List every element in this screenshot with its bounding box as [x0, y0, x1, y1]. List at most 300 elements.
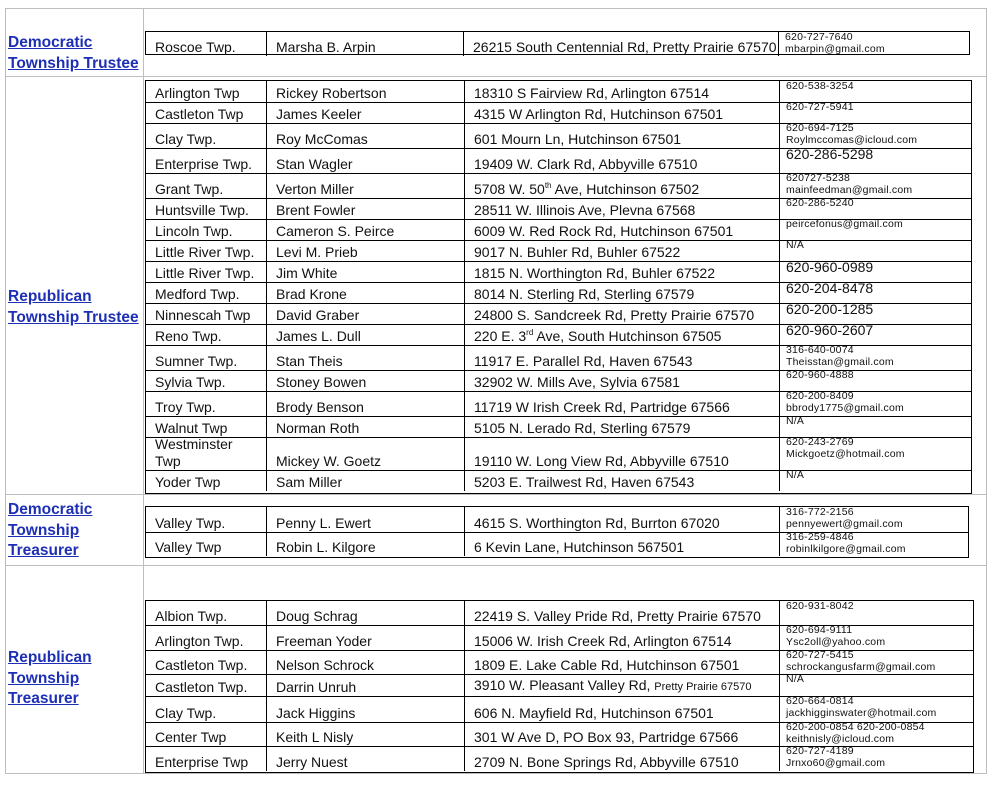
township-text: Valley Twp.	[155, 515, 226, 531]
contact-cell	[779, 437, 971, 470]
address-cell	[464, 470, 779, 491]
address-text: 18310 S Fairview Rd, Arlington 67514	[474, 85, 710, 101]
township-cell	[146, 746, 266, 771]
section-divider	[5, 565, 987, 566]
contact-line: 620-727-5415	[786, 649, 854, 661]
contact-info	[786, 601, 854, 613]
township-text: Castleton Twp	[155, 106, 244, 122]
contact-info	[786, 81, 854, 93]
candidate-name: Verton Miller	[276, 181, 354, 197]
contact-line: 620-960-0989	[786, 259, 874, 275]
township-text: Enterprise Twp.	[155, 156, 253, 172]
name-cell	[266, 437, 464, 470]
contact-cell	[779, 601, 973, 625]
township-cell	[146, 722, 266, 746]
table-row	[146, 507, 968, 533]
contact-line: 316-640-0074	[786, 344, 854, 356]
contact-email: Roylmccomas@icloud.com	[786, 133, 918, 146]
section-divider	[5, 76, 987, 77]
address-part: Ave, Hutchinson 67502	[551, 181, 700, 197]
contact-cell	[779, 148, 971, 173]
address-cell	[464, 102, 779, 123]
address-cell	[464, 198, 779, 219]
contact-line: 316-259-4846	[786, 531, 854, 543]
table-row	[146, 437, 971, 471]
contact-info	[786, 198, 854, 210]
address-text: 32902 W. Mills Ave, Sylvia 67581	[474, 374, 680, 390]
township-cell	[146, 507, 266, 532]
address-cell	[464, 650, 779, 674]
address-cell	[464, 507, 779, 532]
candidate-name: Stan Wagler	[276, 156, 353, 172]
address-text: 22419 S. Valley Pride Rd, Pretty Prairie 67570	[474, 608, 761, 624]
township-cell	[146, 650, 266, 674]
township-cell	[146, 391, 266, 416]
contact-cell	[778, 32, 969, 56]
name-cell	[266, 370, 464, 391]
contact-email: mbarpin@gmail.com	[785, 42, 885, 55]
address-cell	[464, 532, 779, 556]
address-cell	[464, 437, 779, 470]
contact-line: N/A	[786, 415, 805, 427]
candidate-name: Robin L. Kilgore	[276, 539, 376, 555]
name-cell	[266, 696, 464, 722]
township-text: Castleton Twp.	[155, 657, 248, 673]
address-cell	[464, 391, 779, 416]
table-row	[146, 391, 971, 417]
name-cell	[266, 148, 464, 173]
address-cell	[464, 674, 779, 696]
contact-cell	[779, 722, 973, 746]
section-label-democratic-trustee[interactable]: Democratic Township Trustee	[8, 34, 139, 72]
contact-line: 620-243-2769	[786, 436, 854, 448]
candidate-name: James L. Dull	[276, 328, 361, 344]
township-text: Clay Twp.	[155, 131, 217, 147]
address-text: 5105 N. Lerado Rd, Sterling 67579	[474, 420, 691, 436]
contact-line: peircefonus@gmail.com	[786, 218, 903, 230]
candidate-name: Penny L. Ewert	[276, 515, 371, 531]
candidate-name: Cameron S. Peirce	[276, 223, 395, 239]
section-divider	[5, 494, 987, 495]
township-text: Arlington Twp.	[155, 633, 244, 649]
contact-info	[786, 123, 917, 146]
contact-email: Mickgoetz@hotmail.com	[786, 447, 905, 460]
address-text: 601 Mourn Ln, Hutchinson 67501	[474, 131, 682, 147]
township-text: Grant Twp.	[155, 181, 224, 197]
candidate-name: Darrin Unruh	[276, 679, 357, 695]
section-label-republican-trustee[interactable]: Republican Township Trustee	[8, 288, 139, 326]
table-row	[146, 722, 973, 747]
table-row	[146, 173, 971, 199]
contact-info	[786, 173, 912, 196]
name-cell	[266, 722, 464, 746]
address-text	[474, 329, 721, 344]
address-text: 28511 W. Illinois Ave, Plevna 67568	[474, 202, 696, 218]
address-cell	[464, 696, 779, 722]
table-row	[146, 470, 971, 491]
township-cell	[146, 674, 266, 696]
table-row	[146, 370, 971, 392]
table-row	[146, 345, 971, 371]
township-cell	[146, 345, 266, 370]
township-cell	[146, 625, 266, 650]
name-cell	[266, 601, 464, 625]
contact-line: 620-204-8478	[786, 280, 874, 296]
township-text: Albion Twp.	[155, 608, 228, 624]
table-row	[146, 625, 973, 651]
name-cell	[266, 102, 464, 123]
contact-line: N/A	[786, 673, 805, 685]
contact-line: 620-727-4189	[786, 745, 854, 757]
address-text: 2709 N. Bone Springs Rd, Abbyville 67510	[474, 754, 739, 770]
township-text: Valley Twp	[155, 539, 222, 555]
township-text: Arlington Twp	[155, 85, 240, 101]
ordinal-suffix: th	[544, 181, 552, 191]
table-democratic-treasurer	[145, 506, 969, 558]
contact-cell	[779, 173, 971, 198]
address-text: 11719 W Irish Creek Rd, Partridge 67566	[474, 399, 730, 415]
candidate-name: Keith L Nisly	[276, 729, 354, 745]
contact-line: 620-538-3254	[786, 80, 854, 92]
contact-info	[786, 625, 885, 648]
contact-line: 620727-5238	[786, 172, 851, 184]
township-cell	[146, 123, 266, 148]
contact-cell	[779, 345, 971, 370]
address-cell	[464, 173, 779, 198]
table-republican-trustee	[145, 80, 972, 494]
contact-info	[786, 102, 854, 114]
township-text: Westminster	[155, 436, 233, 452]
contact-cell	[779, 102, 971, 123]
township-cell	[146, 198, 266, 219]
table-row	[146, 674, 973, 697]
contact-info	[786, 147, 873, 162]
name-cell	[266, 416, 464, 437]
township-cell	[146, 370, 266, 391]
contact-line: 316-772-2156	[786, 506, 854, 518]
address-text: 8014 N. Sterling Rd, Sterling 67579	[474, 286, 695, 302]
contact-email: Ysc2oll@yahoo.com	[786, 635, 886, 648]
contact-email: schrockangusfarm@gmail.com	[786, 660, 936, 673]
contact-cell	[779, 625, 973, 650]
township-cell	[146, 470, 266, 491]
contact-info	[786, 323, 873, 338]
contact-line: 620-200-8409	[786, 390, 854, 402]
contact-info	[786, 281, 873, 296]
township-text: Walnut Twp	[155, 420, 228, 436]
township-text: Little River Twp.	[155, 244, 255, 260]
contact-info	[786, 696, 936, 719]
township-text: Center Twp	[155, 729, 227, 745]
candidate-name: Jack Higgins	[276, 705, 356, 721]
name-cell	[266, 32, 463, 56]
address-cell	[464, 303, 779, 324]
ordinal-suffix: rd	[526, 328, 534, 338]
contact-info	[786, 345, 894, 368]
name-cell	[266, 345, 464, 370]
contact-email: pennyewert@gmail.com	[786, 517, 903, 530]
table-republican-treasurer	[145, 600, 974, 773]
address-text: 1815 N. Worthington Rd, Buhler 67522	[474, 265, 716, 281]
township-cell	[146, 416, 266, 437]
contact-info	[786, 416, 804, 428]
township-text: Reno Twp.	[155, 328, 222, 344]
address-text: 11917 E. Parallel Rd, Haven 67543	[474, 353, 693, 369]
table-row	[146, 324, 971, 346]
township-text: Enterprise Twp	[155, 754, 249, 770]
address-text: 19110 W. Long View Rd, Abbyville 67510	[474, 453, 729, 469]
address-text: 5203 E. Trailwest Rd, Haven 67543	[474, 474, 695, 490]
table-row	[146, 532, 968, 556]
township-cell	[146, 173, 266, 198]
contact-email: Theisstan@gmail.com	[786, 355, 894, 368]
address-text: 24800 S. Sandcreek Rd, Pretty Prairie 67570	[474, 307, 755, 323]
address-text	[474, 678, 752, 695]
address-text: 301 W Ave D, PO Box 93, Partridge 67566	[474, 729, 739, 745]
name-cell	[266, 219, 464, 240]
address-part: 5708 W. 50	[474, 181, 545, 197]
contact-cell	[779, 303, 971, 324]
name-cell	[266, 746, 464, 771]
name-cell	[266, 625, 464, 650]
address-text: 6009 W. Red Rock Rd, Hutchinson 67501	[474, 223, 734, 239]
contact-info	[786, 370, 854, 382]
contact-info	[786, 722, 925, 745]
name-cell	[266, 391, 464, 416]
candidate-name: James Keeler	[276, 106, 362, 122]
candidate-name: Brody Benson	[276, 399, 364, 415]
township-cell	[146, 601, 266, 625]
candidate-name: Stan Theis	[276, 353, 343, 369]
contact-info	[786, 746, 885, 769]
contact-info	[786, 470, 804, 482]
contact-info	[786, 391, 904, 414]
table-row	[146, 81, 971, 103]
contact-email: Jrnxo60@gmail.com	[786, 756, 886, 769]
name-cell	[266, 470, 464, 491]
contact-cell	[779, 123, 971, 148]
address-text: 26215 South Centennial Rd, Pretty Prairie 67570	[473, 39, 777, 55]
contact-info	[786, 507, 903, 530]
contact-email: robinlkilgore@gmail.com	[786, 542, 906, 555]
contact-info	[786, 650, 936, 673]
candidate-name: Jerry Nuest	[276, 754, 348, 770]
address-part: 220 E. 3	[474, 328, 527, 344]
candidate-name: Roy McComas	[276, 131, 368, 147]
township-text: Castleton Twp.	[155, 679, 248, 695]
address-part: 3910 W. Pleasant Valley Rd,	[474, 677, 655, 693]
contact-line: 620-727-5941	[786, 101, 854, 113]
name-cell	[266, 674, 464, 696]
name-cell	[266, 123, 464, 148]
name-cell	[266, 303, 464, 324]
candidate-name: Marsha B. Arpin	[276, 39, 376, 55]
candidate-name: Sam Miller	[276, 474, 343, 490]
section-label-democratic-treasurer[interactable]: Democratic Township Treasurer	[8, 501, 93, 559]
name-cell	[266, 173, 464, 198]
contact-email: mainfeedman@gmail.com	[786, 183, 913, 196]
contact-cell	[779, 261, 971, 282]
candidate-name: Levi M. Prieb	[276, 244, 358, 260]
contact-cell	[779, 696, 973, 722]
address-cell	[464, 370, 779, 391]
contact-cell	[779, 532, 968, 556]
name-cell	[266, 198, 464, 219]
contact-cell	[779, 746, 973, 771]
address-cell	[464, 416, 779, 437]
address-text: 4615 S. Worthington Rd, Burrton 67020	[474, 515, 720, 531]
address-text: 6 Kevin Lane, Hutchinson 567501	[474, 539, 685, 555]
contact-line: 620-200-0854 620-200-0854	[786, 721, 925, 733]
address-cell	[464, 324, 779, 345]
address-text: 9017 N. Buhler Rd, Buhler 67522	[474, 244, 681, 260]
contact-info	[786, 437, 905, 460]
contact-cell	[779, 282, 971, 303]
township-cell	[146, 282, 266, 303]
township-cell	[146, 219, 266, 240]
township-cell	[146, 532, 266, 556]
table-row	[146, 416, 971, 438]
township-cell	[146, 261, 266, 282]
candidate-name: Rickey Robertson	[276, 85, 387, 101]
contact-cell	[779, 507, 968, 532]
township-cell	[146, 102, 266, 123]
contact-cell	[779, 324, 971, 345]
address-text: 4315 W Arlington Rd, Hutchinson 67501	[474, 106, 724, 122]
township-text: Troy Twp.	[155, 399, 216, 415]
contact-info	[785, 32, 885, 55]
column-divider	[143, 8, 144, 774]
address-cell	[464, 123, 779, 148]
township-text: Lincoln Twp.	[155, 223, 233, 239]
table-row	[146, 219, 971, 241]
contact-info	[786, 219, 903, 231]
address-cell	[464, 282, 779, 303]
contact-line: N/A	[786, 469, 805, 481]
township-cell	[146, 240, 266, 261]
township-cell	[146, 696, 266, 722]
name-cell	[266, 507, 464, 532]
table-row	[146, 746, 973, 771]
address-cell	[463, 32, 778, 56]
address-part: Ave, South Hutchinson 67505	[533, 328, 722, 344]
table-democratic-trustee	[145, 31, 970, 55]
township-text: Yoder Twp	[155, 474, 221, 490]
candidate-name: Norman Roth	[276, 420, 360, 436]
contact-cell	[779, 81, 971, 102]
contact-line: N/A	[786, 239, 805, 251]
contact-line: 620-960-2607	[786, 322, 874, 338]
address-text: 15006 W. Irish Creek Rd, Arlington 67514	[474, 633, 732, 649]
contact-email: keithnisly@icloud.com	[786, 732, 895, 745]
contact-info	[786, 532, 906, 555]
contact-line: 620-694-7125	[786, 122, 854, 134]
contact-cell	[779, 391, 971, 416]
candidate-name: Stoney Bowen	[276, 374, 367, 390]
township-text: Twp	[155, 453, 181, 469]
address-cell	[464, 722, 779, 746]
name-cell	[266, 324, 464, 345]
contact-line: 620-286-5298	[786, 146, 874, 162]
candidate-name: Doug Schrag	[276, 608, 358, 624]
township-cell	[146, 324, 266, 345]
table-row	[146, 696, 973, 723]
contact-info	[786, 240, 804, 252]
township-cell	[146, 303, 266, 324]
name-cell	[266, 81, 464, 102]
contact-email: jackhigginswater@hotmail.com	[786, 706, 937, 719]
section-label-republican-treasurer[interactable]: Republican Township Treasurer	[8, 649, 92, 707]
contact-line: 620-960-4888	[786, 369, 854, 381]
address-text: 606 N. Mayfield Rd, Hutchinson 67501	[474, 705, 714, 721]
contact-line: 620-200-1285	[786, 301, 874, 317]
name-cell	[266, 261, 464, 282]
table-row	[146, 650, 973, 675]
table-row	[146, 601, 973, 626]
name-cell	[266, 240, 464, 261]
address-cell	[464, 219, 779, 240]
address-cell	[464, 148, 779, 173]
name-cell	[266, 532, 464, 556]
contact-info	[786, 302, 873, 317]
table-row	[146, 32, 969, 56]
contact-email: bbrody1775@gmail.com	[786, 401, 904, 414]
township-text: Ninnescah Twp	[155, 307, 251, 323]
contact-cell	[779, 650, 973, 674]
name-cell	[266, 650, 464, 674]
township-cell	[146, 81, 266, 102]
township-text: Clay Twp.	[155, 705, 217, 721]
township-text: Little River Twp.	[155, 265, 255, 281]
address-part: Pretty Prairie 67570	[654, 681, 752, 693]
township-text: Medford Twp.	[155, 286, 240, 302]
contact-line: 620-694-9111	[786, 624, 853, 636]
address-cell	[464, 601, 779, 625]
township-cell	[146, 148, 266, 173]
contact-info	[786, 674, 804, 686]
township-cell	[146, 437, 266, 470]
address-cell	[464, 240, 779, 261]
candidate-name: David Graber	[276, 307, 360, 323]
address-cell	[464, 81, 779, 102]
address-cell	[464, 625, 779, 650]
township-text: Huntsville Twp.	[155, 202, 249, 218]
contact-cell	[779, 219, 971, 240]
contact-line: 620-727-7640	[785, 31, 853, 43]
contact-cell	[779, 674, 973, 696]
township-text: Roscoe Twp.	[155, 39, 236, 55]
contact-line: 620-931-8042	[786, 600, 854, 612]
table-row	[146, 102, 971, 124]
contact-line: 620-664-0814	[786, 695, 854, 707]
township-text: Sumner Twp.	[155, 353, 238, 369]
candidate-name: Freeman Yoder	[276, 633, 372, 649]
table-row	[146, 148, 971, 174]
name-cell	[266, 282, 464, 303]
contact-info	[786, 260, 873, 275]
township-text: Sylvia Twp.	[155, 374, 226, 390]
candidate-name: Nelson Schrock	[276, 657, 375, 673]
contact-cell	[779, 370, 971, 391]
address-cell	[464, 345, 779, 370]
contact-cell	[779, 470, 971, 491]
candidate-name: Mickey W. Goetz	[276, 453, 382, 469]
address-cell	[464, 746, 779, 771]
candidate-name: Jim White	[276, 265, 338, 281]
contact-line: 620-286-5240	[786, 197, 854, 209]
contact-cell	[779, 198, 971, 219]
candidate-name: Brad Krone	[276, 286, 347, 302]
